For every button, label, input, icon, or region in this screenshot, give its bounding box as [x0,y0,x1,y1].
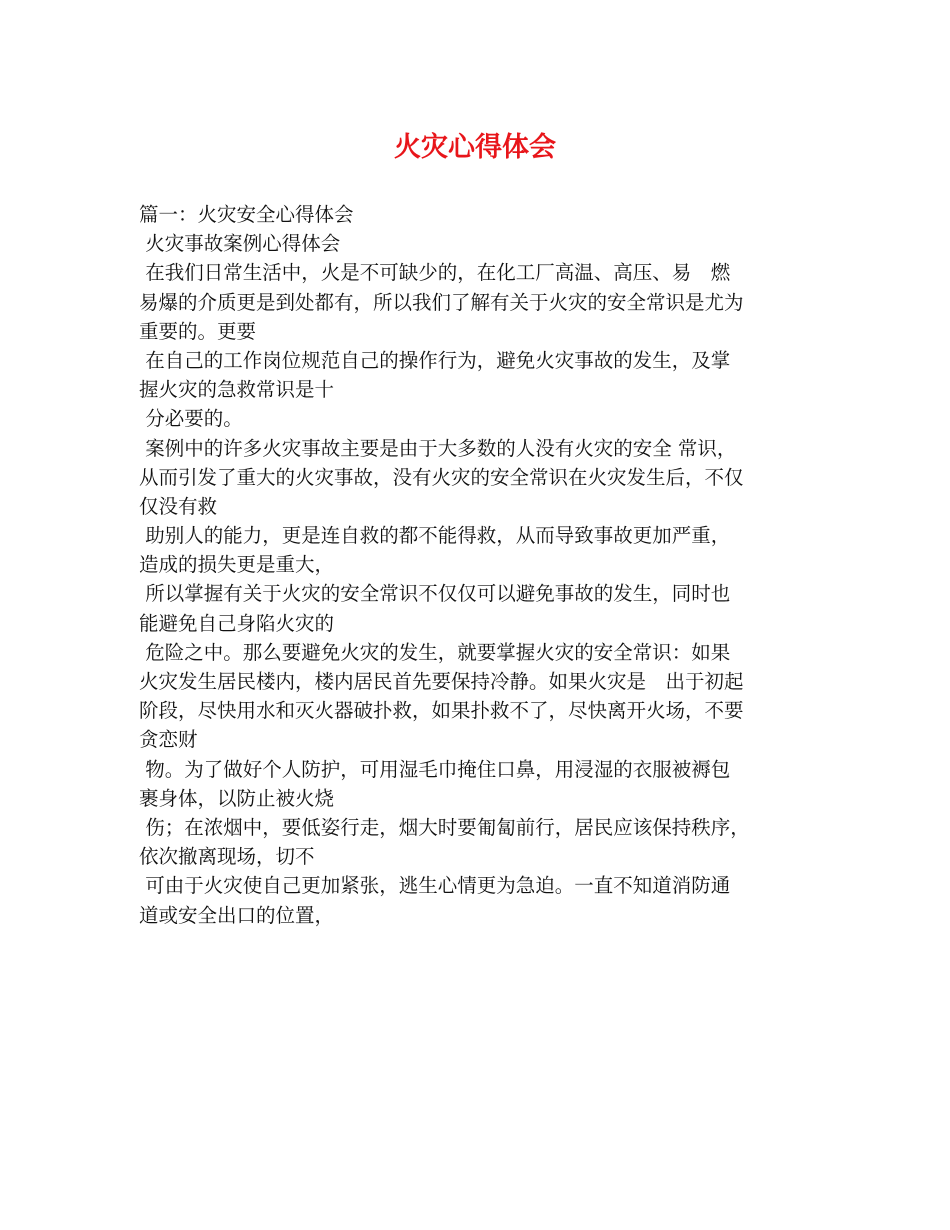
body-line: 重要的。更要 [139,319,257,343]
body-line: 在我们日常生活中，火是不可缺少的，在化工厂高温、高压、易 燃 [139,261,731,285]
body-line: 易爆的介质更是到处都有，所以我们了解有关于火灾的安全常识是尤为 [139,290,744,314]
body-line: 能避免自己身陷火灾的 [139,611,335,635]
body-line: 握火灾的急救常识是十 [139,378,335,402]
body-line: 裹身体，以防止被火烧 [139,786,335,810]
body-line: 火灾事故案例心得体会 [139,232,341,256]
body-line: 物。为了做好个人防护，可用湿毛巾掩住口鼻，用浸湿的衣服被褥包 [139,757,731,781]
document-title: 火灾心得体会 [394,132,556,163]
document-body [139,200,824,930]
body-line: 分必要的。 [139,407,243,431]
body-line: 仅没有救 [139,494,218,518]
body-line: 伤；在浓烟中，要低姿行走，烟大时要匍匐前行，居民应该保持秩序， [139,815,750,839]
body-line: 火灾发生居民楼内，楼内居民首先要保持冷静。如果火灾是 出于初起 [139,670,744,693]
body-line: 可由于火灾使自己更加紧张，逃生心情更为急迫。一直不知道消防通 [139,874,731,898]
body-line: 贪恋财 [139,728,198,752]
body-line: 案例中的许多火灾事故主要是由于大多数的人没有火灾的安全 常识， [139,436,737,460]
body-line: 危险之中。那么要避免火灾的发生，就要掌握火灾的安全常识：如果 [139,640,731,664]
body-line: 从而引发了重大的火灾事故，没有火灾的安全常识在火灾发生后，不仅 [139,465,744,489]
body-line: 依次撤离现场，切不 [139,845,315,869]
body-line: 阶段，尽快用水和灭火器破扑救，如果扑救不了，尽快离开火场，不要 [139,699,744,723]
body-line: 篇一：火灾安全心得体会 [139,203,354,226]
body-line: 道或安全出口的位置， [139,903,335,927]
body-line: 在自己的工作岗位规范自己的操作行为，避免火灾事故的发生，及掌 [139,348,731,372]
body-line: 造成的损失更是重大， [139,553,335,577]
body-line: 助别人的能力，更是连自救的都不能得救，从而导致事故更加严重， [139,524,731,548]
body-line: 所以掌握有关于火灾的安全常识不仅仅可以避免事故的发生，同时也 [139,582,731,606]
